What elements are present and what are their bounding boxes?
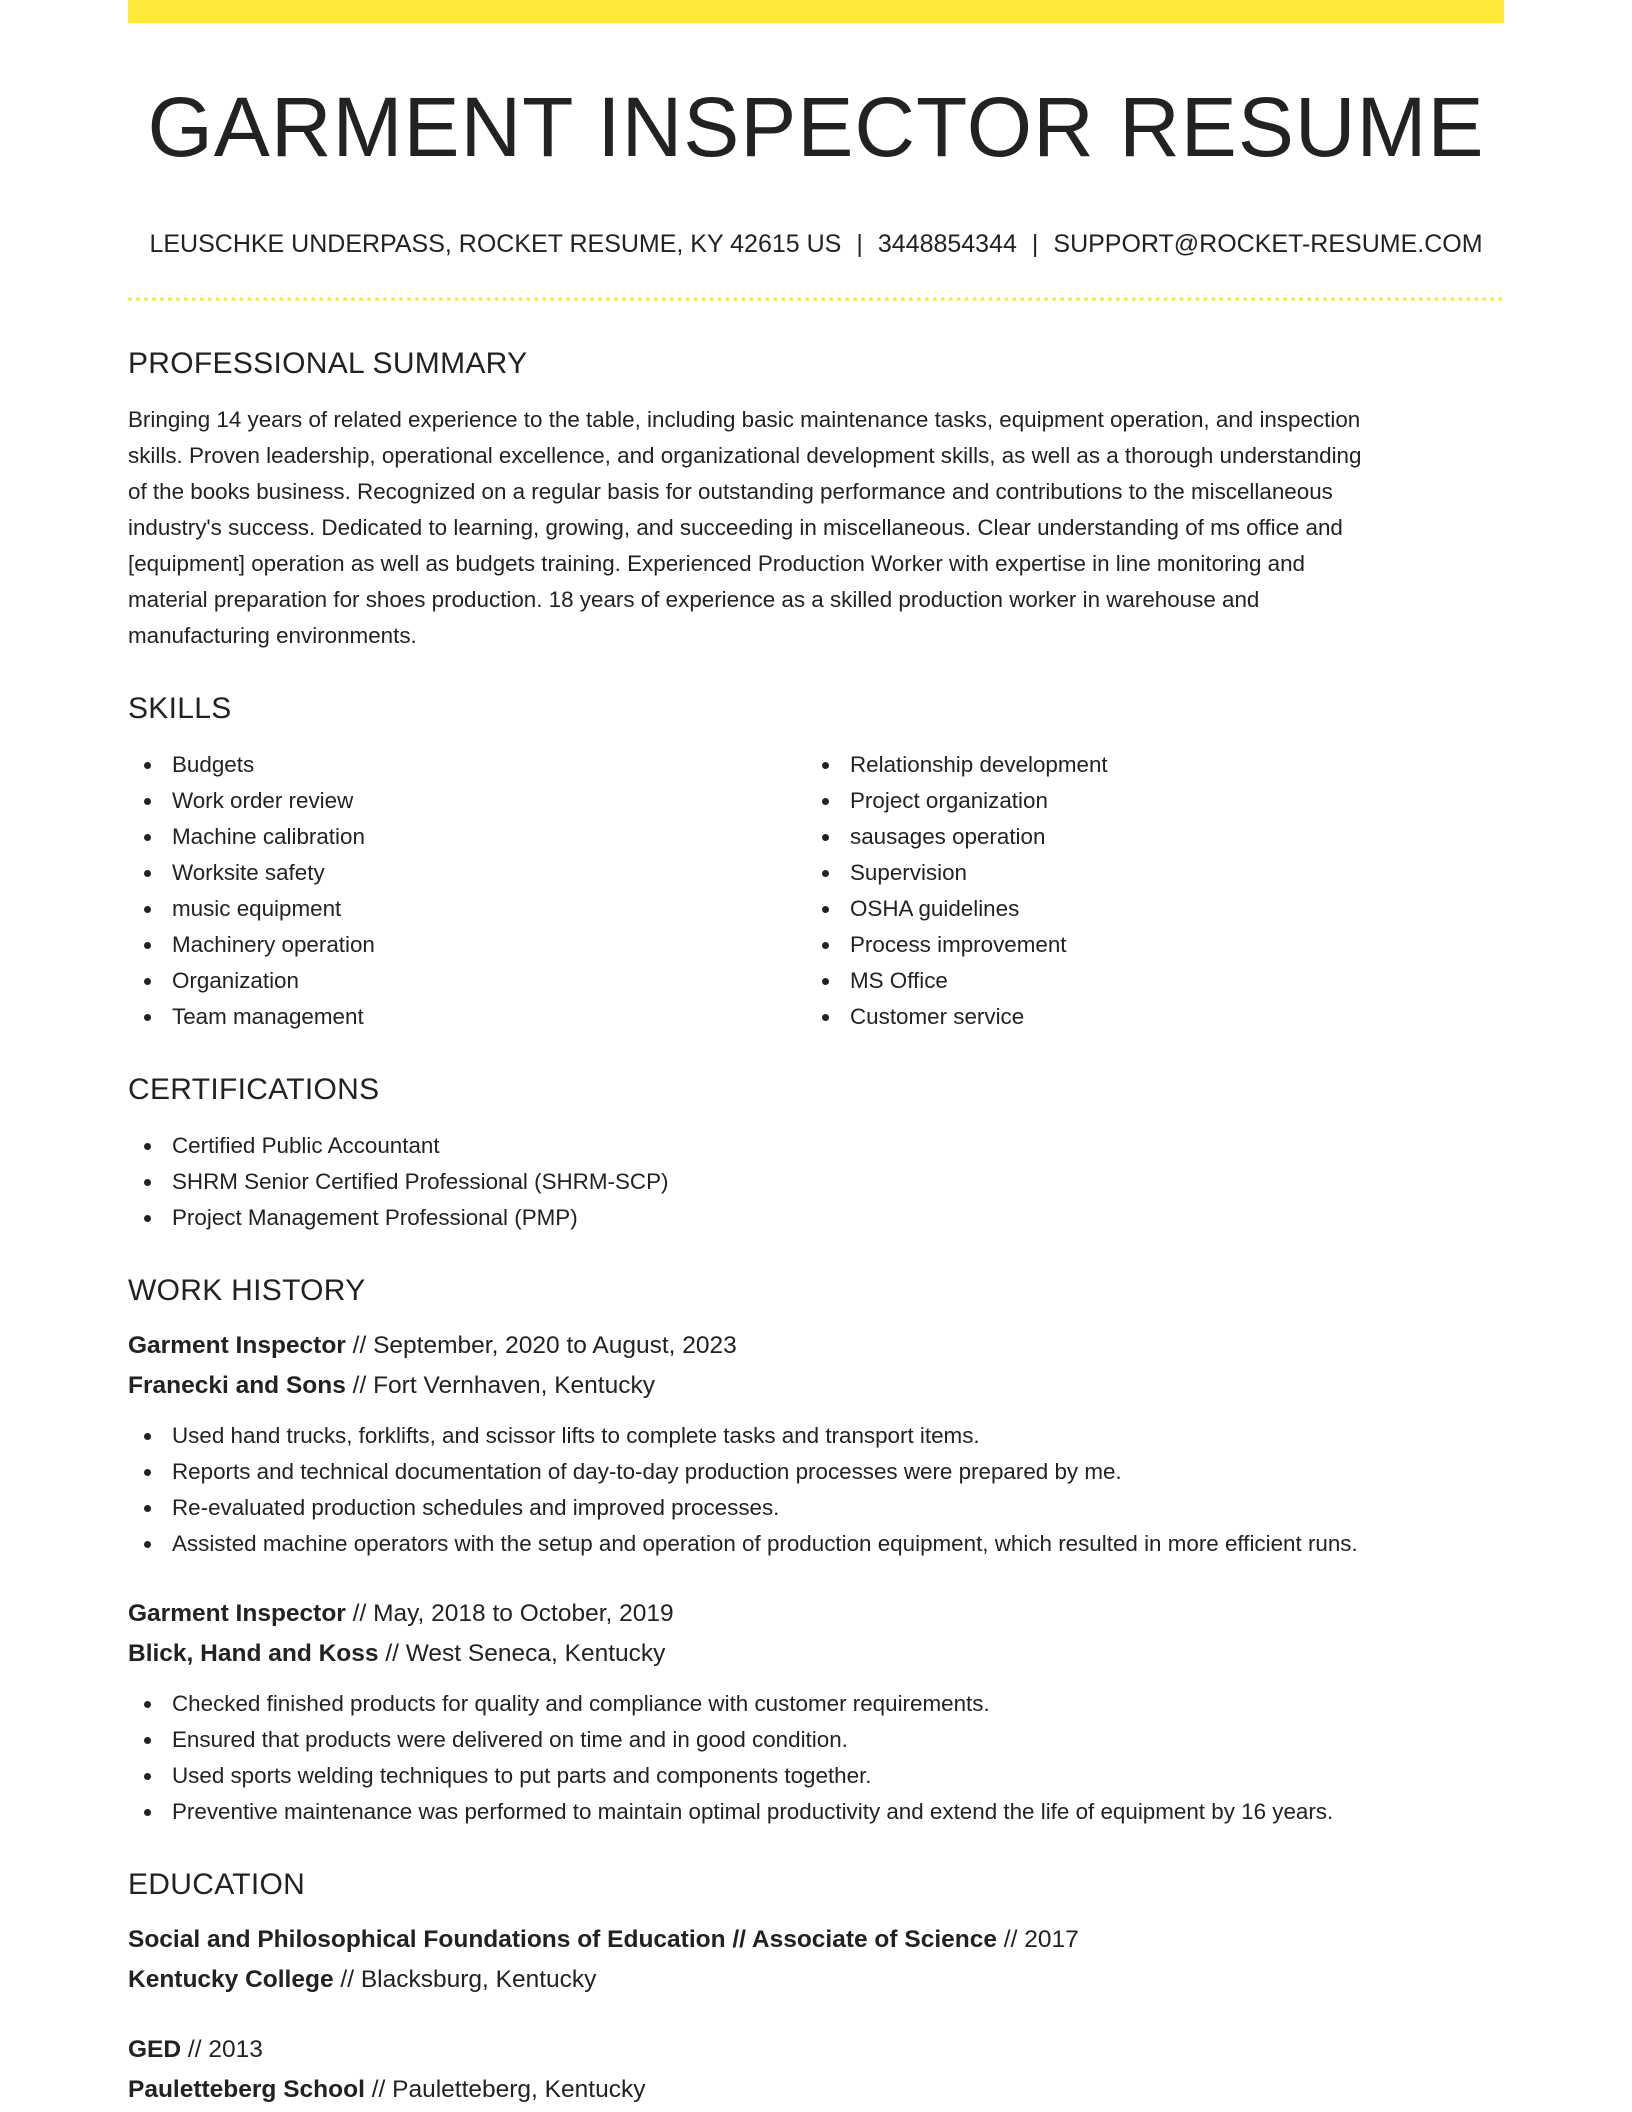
- education-degree: GED: [128, 2036, 182, 2063]
- certification-item: Project Management Professional (PMP): [128, 1200, 1504, 1236]
- resume-title: GARMENT INSPECTOR RESUME: [147, 80, 1485, 174]
- contact-line: [128, 232, 1504, 257]
- certifications-heading: CERTIFICATIONS: [128, 1073, 380, 1106]
- contact-separator: |: [856, 230, 863, 258]
- skill-item: Organization: [128, 963, 806, 999]
- skill-item: Project organization: [806, 783, 1504, 819]
- education-school-line: [128, 1960, 1504, 2000]
- contact-phone[interactable]: 3448854344: [877, 230, 1017, 258]
- education-degree-line: [128, 2030, 1504, 2070]
- job-company: Blick, Hand and Koss: [128, 1640, 379, 1667]
- job-dates: // September, 2020 to August, 2023: [345, 1332, 737, 1359]
- skill-item: Budgets: [128, 747, 806, 783]
- job-title: Garment Inspector: [128, 1600, 346, 1627]
- education-school: Kentucky College: [128, 1966, 334, 1993]
- summary-paragraph: [128, 402, 1504, 654]
- education-school-line: [128, 2070, 1504, 2110]
- job-bullet: Re-evaluated production schedules and improved processes.: [128, 1490, 1504, 1526]
- top-accent-bar: [128, 0, 1504, 23]
- summary-line: skills. Proven leadership, operational excellence, and organizational development skills, as well as a thorough understanding: [128, 443, 1362, 468]
- job-entry: [128, 1326, 1504, 1562]
- skill-item: Machinery operation: [128, 927, 806, 963]
- job-bullet: Checked finished products for quality and compliance with customer requirements.: [128, 1686, 1504, 1722]
- education-degree-line: [128, 1920, 1504, 1960]
- skills-heading: SKILLS: [128, 692, 232, 725]
- job-bullet: Used hand trucks, forklifts, and scissor lifts to complete tasks and transport items.: [128, 1418, 1504, 1454]
- summary-line: Bringing 14 years of related experience to the table, including basic maintenance tasks, equipment operation, and inspection: [128, 407, 1361, 432]
- education-heading: EDUCATION: [128, 1868, 306, 1901]
- dotted-divider: [128, 297, 1504, 301]
- skills-list-left: [128, 747, 806, 1035]
- resume-page: [128, 0, 1504, 2110]
- education-location: // Blacksburg, Kentucky: [333, 1966, 597, 1993]
- job-bullets: [128, 1418, 1504, 1562]
- skill-item: Work order review: [128, 783, 806, 819]
- skill-item: Team management: [128, 999, 806, 1035]
- summary-line: industry's success. Dedicated to learning, growing, and succeeding in miscellaneous. Clear understanding of ms office and: [128, 515, 1343, 540]
- contact-address: LEUSCHKE UNDERPASS, ROCKET RESUME, KY 42615 US: [149, 230, 842, 258]
- job-bullet: Preventive maintenance was performed to maintain optimal productivity and extend the life of equipment by 16 years.: [128, 1794, 1504, 1830]
- work-history-heading: WORK HISTORY: [128, 1274, 366, 1307]
- job-bullet: Reports and technical documentation of day-to-day production processes were prepared by me.: [128, 1454, 1504, 1490]
- education-year: // 2017: [996, 1926, 1079, 1953]
- skill-item: Customer service: [806, 999, 1504, 1035]
- summary-line: of the books business. Recognized on a regular basis for outstanding performance and contributions to the miscellaneous: [128, 479, 1333, 504]
- education-year: // 2013: [181, 2036, 263, 2063]
- education-entry: [128, 2030, 1504, 2110]
- job-entry: [128, 1594, 1504, 1830]
- job-bullets: [128, 1686, 1504, 1830]
- skill-item: Supervision: [806, 855, 1504, 891]
- job-location: // West Seneca, Kentucky: [378, 1640, 666, 1667]
- contact-separator: |: [1031, 230, 1039, 258]
- skill-item: OSHA guidelines: [806, 891, 1504, 927]
- job-bullet: Used sports welding techniques to put parts and components together.: [128, 1758, 1504, 1794]
- skill-item: Process improvement: [806, 927, 1504, 963]
- summary-heading: PROFESSIONAL SUMMARY: [128, 347, 528, 380]
- skill-item: Relationship development: [806, 747, 1504, 783]
- job-company: Franecki and Sons: [128, 1372, 346, 1399]
- skills-list-right: [806, 747, 1504, 1035]
- education-school: Pauletteberg School: [128, 2076, 365, 2103]
- skill-item: Machine calibration: [128, 819, 806, 855]
- job-title-line: [128, 1594, 1504, 1634]
- job-company-line: [128, 1634, 1504, 1674]
- summary-line: material preparation for shoes production. 18 years of experience as a skilled production worker in warehouse and: [128, 587, 1260, 612]
- job-title-line: [128, 1326, 1504, 1366]
- job-bullet: Assisted machine operators with the setup and operation of production equipment, which resulted in more efficient runs.: [128, 1526, 1504, 1562]
- summary-line: [equipment] operation as well as budgets training. Experienced Production Worker with expertise in line monitoring and: [128, 551, 1305, 576]
- contact-email[interactable]: SUPPORT@ROCKET-RESUME.COM: [1053, 230, 1483, 258]
- job-title: Garment Inspector: [128, 1332, 346, 1359]
- skills-grid: [128, 747, 1504, 1035]
- education-entry: [128, 1920, 1504, 2000]
- certifications-list: [128, 1128, 1504, 1236]
- education-degree: Social and Philosophical Foundations of Education // Associate of Science: [128, 1926, 997, 1953]
- education-location: // Pauletteberg, Kentucky: [364, 2076, 646, 2103]
- skill-item: MS Office: [806, 963, 1504, 999]
- skill-item: music equipment: [128, 891, 806, 927]
- summary-line: manufacturing environments.: [128, 623, 417, 648]
- skill-item: Worksite safety: [128, 855, 806, 891]
- job-bullet: Ensured that products were delivered on time and in good condition.: [128, 1722, 1504, 1758]
- job-location: // Fort Vernhaven, Kentucky: [345, 1372, 655, 1399]
- job-dates: // May, 2018 to October, 2019: [345, 1600, 674, 1627]
- certification-item: SHRM Senior Certified Professional (SHRM-SCP): [128, 1164, 1504, 1200]
- job-company-line: [128, 1366, 1504, 1406]
- skill-item: sausages operation: [806, 819, 1504, 855]
- certification-item: Certified Public Accountant: [128, 1128, 1504, 1164]
